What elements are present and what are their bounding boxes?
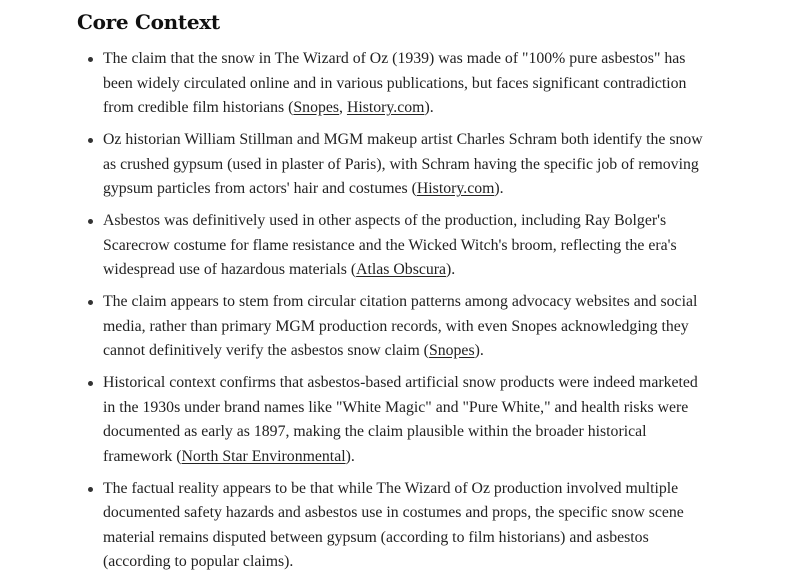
source-link-atlas-obscura[interactable]: Atlas Obscura [356, 261, 447, 278]
bullet-icon [88, 138, 93, 143]
section-heading: Core Context [77, 10, 220, 34]
source-link-snopes[interactable]: Snopes [293, 99, 340, 116]
bullet-icon [88, 381, 93, 386]
list-item [0, 128, 709, 202]
list-item: The claim that the snow in The Wizard of Oz (1939) was made of "100% pure asbestos" has been widely circulated online and in various publications, but faces significant contradiction from credible film historians (Snopes, History.com). [0, 47, 709, 121]
list-item [0, 371, 709, 469]
source-link-history[interactable]: History.com [346, 99, 425, 116]
source-link-snopes[interactable]: Snopes [428, 342, 475, 359]
bullet-icon [88, 300, 93, 305]
bullet-icon [88, 57, 93, 62]
item-text: Historical context confirms that asbestos-based artificial snow products were indeed marketed in the 1930s under brand names like "White Magic" and "Pure White," and health risks were documented as early as 1897, making the claim plausible within the broader historical framework ( [103, 374, 698, 465]
item-tail: ). [424, 99, 434, 116]
item-text: The claim appears to stem from circular citation patterns among advocacy websites and social media, rather than primary MGM production records, with even Snopes acknowledging they cannot definitively verify the asbestos snow claim ( [103, 293, 698, 359]
source-link-north-star[interactable]: North Star Environmental [181, 447, 346, 465]
bullet-list [0, 47, 800, 582]
item-tail: ). [494, 180, 504, 197]
list-item [0, 290, 709, 364]
item-text: Oz historian William Stillman and MGM makeup artist Charles Schram both identify the snow as crushed gypsum (used in plaster of Paris), with Schram having the specific job of removing gypsum particles from actors' hair and costumes ( [103, 131, 703, 197]
bullet-icon [88, 219, 93, 224]
item-text: Asbestos was definitively used in other aspects of the production, including Ray Bolger's Scarecrow costume for flame resistance and the Wicked Witch's broom, reflecting the era's widespread use of hazardous materials ( [103, 212, 677, 278]
bullet-icon [88, 487, 93, 492]
item-tail: ). [345, 447, 355, 465]
item-tail: ). [446, 261, 456, 278]
source-link-history[interactable]: History.com [416, 180, 495, 197]
list-item [0, 209, 709, 283]
item-text: The claim that the snow in The Wizard of Oz (1939) was made of "100% pure asbestos" has been widely circulated online and in various publications, but faces significant contradiction from credible film historians ( [103, 50, 687, 116]
item-tail: ). [474, 342, 484, 359]
item-text: The factual reality appears to be that while The Wizard of Oz production involved multiple documented safety hazards and asbestos use in costumes and props, the specific snow scene material remains disputed between gypsum (according to film historians) and asbestos (according to popular claims). [103, 479, 684, 570]
